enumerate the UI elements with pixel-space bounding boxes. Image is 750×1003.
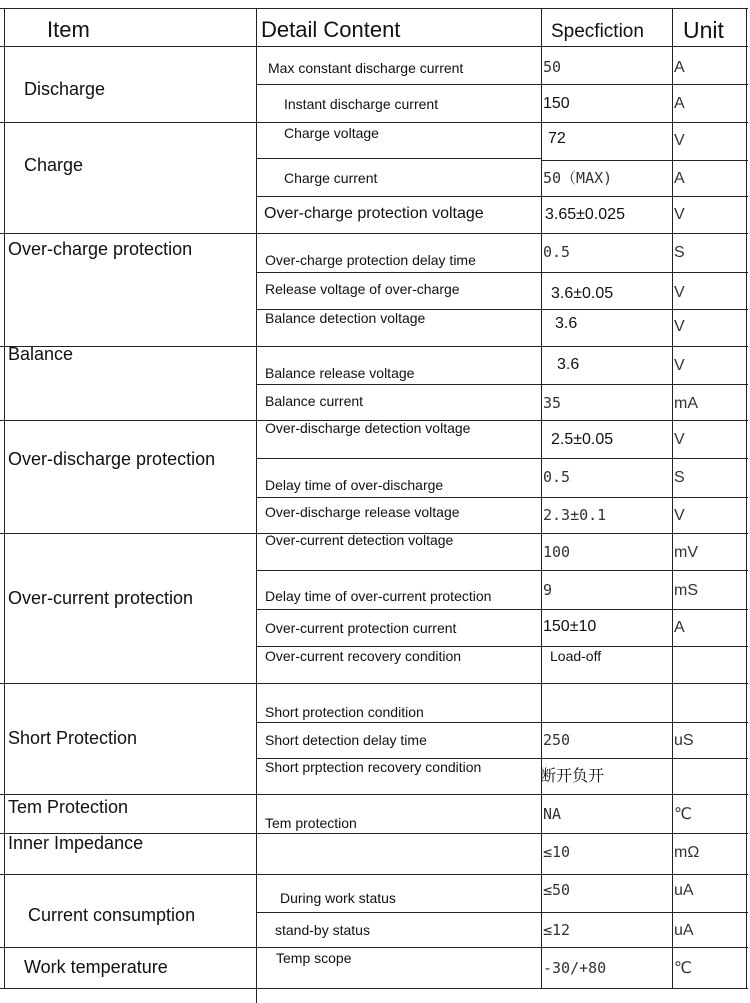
spec-cell: 35 xyxy=(543,394,562,412)
unit-cell: uA xyxy=(674,882,694,899)
spec-cell: 3.6±0.05 xyxy=(551,285,614,302)
category-work-temp: Work temperature xyxy=(24,957,168,977)
unit-cell: V xyxy=(674,132,685,149)
detail-cell: Over-charge protection delay time xyxy=(265,252,476,268)
spec-cell: 9 xyxy=(543,581,553,599)
row-separator xyxy=(256,570,748,571)
spec-cell: 100 xyxy=(543,543,571,561)
unit-cell: V xyxy=(674,206,685,223)
category-over-current: Over-current protection xyxy=(8,588,194,608)
category-short: Short Protection xyxy=(8,728,138,748)
detail-cell: Over-discharge detection voltage xyxy=(265,420,471,436)
unit-cell: A xyxy=(674,619,685,636)
detail-cell: Instant discharge current xyxy=(284,96,439,112)
detail-cell: Charge current xyxy=(284,170,378,186)
detail-cell: Temp scope xyxy=(276,950,352,966)
category-separator xyxy=(0,233,748,234)
row-separator xyxy=(256,196,748,197)
unit-cell: mΩ xyxy=(674,844,700,861)
category-separator xyxy=(0,794,748,795)
spec-cell: 3.6 xyxy=(555,315,578,332)
header-unit: Unit xyxy=(683,17,724,43)
category-separator xyxy=(0,683,748,684)
detail-cell: Tem protection xyxy=(265,815,357,831)
detail-cell: Short detection delay time xyxy=(265,732,427,748)
row-separator xyxy=(256,458,748,459)
row-separator xyxy=(542,160,748,161)
unit-cell: mA xyxy=(674,395,698,412)
row-separator xyxy=(256,384,748,385)
table-border-bottom xyxy=(0,988,748,989)
spec-cell: 72 xyxy=(548,130,566,147)
detail-cell: Over-charge protection voltage xyxy=(264,205,484,222)
unit-cell: A xyxy=(674,59,685,76)
unit-cell: ℃ xyxy=(674,960,692,977)
detail-cell: Balance release voltage xyxy=(265,365,415,381)
detail-cell: Release voltage of over-charge xyxy=(265,281,460,297)
detail-cell: Short prptection recovery condition xyxy=(265,759,482,775)
row-separator xyxy=(256,646,748,647)
spec-cell: ≤10 xyxy=(543,843,571,861)
spec-cell: 3.65±0.025 xyxy=(545,206,625,223)
column-divider-unit xyxy=(672,8,673,988)
table-border-right xyxy=(746,8,747,988)
category-consumption: Current consumption xyxy=(28,905,196,925)
unit-cell: mS xyxy=(674,582,698,599)
category-over-charge: Over-charge protection xyxy=(8,239,193,259)
category-separator xyxy=(0,122,748,123)
spec-cell: 2.5±0.05 xyxy=(551,431,614,448)
spec-cell: NA xyxy=(543,805,562,823)
detail-cell: Delay time of over-discharge xyxy=(265,477,444,493)
spec-cell: ≤50 xyxy=(543,881,571,899)
category-separator xyxy=(0,874,748,875)
detail-cell: Over-current detection voltage xyxy=(265,532,454,548)
unit-cell: V xyxy=(674,507,685,524)
category-impedance: Inner Impedance xyxy=(8,833,144,853)
unit-cell: mV xyxy=(674,544,698,561)
spec-cell: 50（MAX) xyxy=(543,169,613,187)
spec-cell: 150±10 xyxy=(543,618,597,635)
row-separator xyxy=(256,912,748,913)
table-border-top xyxy=(0,8,748,9)
header-separator xyxy=(0,46,748,47)
row-separator xyxy=(256,497,748,498)
detail-cell: Short protection condition xyxy=(265,704,424,720)
detail-cell: During work status xyxy=(280,890,396,906)
unit-cell: uA xyxy=(674,922,694,939)
detail-cell: Balance detection voltage xyxy=(265,310,426,326)
spec-cell: 250 xyxy=(543,731,571,749)
spec-cell: 2.3±0.1 xyxy=(543,506,607,524)
unit-cell: V xyxy=(674,284,685,301)
unit-cell: A xyxy=(674,170,685,187)
unit-cell: ℃ xyxy=(674,806,692,823)
category-tem: Tem Protection xyxy=(8,797,129,817)
unit-cell: V xyxy=(674,318,685,335)
row-separator xyxy=(256,84,748,85)
spec-cell: 断开负开 xyxy=(540,768,605,785)
spec-cell: 0.5 xyxy=(543,468,571,486)
unit-cell: S xyxy=(674,469,685,486)
unit-cell: V xyxy=(674,357,685,374)
header-spec: Specfiction xyxy=(551,21,644,42)
spec-cell: 3.6 xyxy=(557,356,580,373)
table-border-left xyxy=(4,8,5,988)
column-divider-spec xyxy=(541,8,542,988)
category-separator xyxy=(0,947,748,948)
unit-cell: S xyxy=(674,244,685,261)
unit-cell: uS xyxy=(674,732,694,749)
unit-cell: V xyxy=(674,431,685,448)
detail-cell: Max constant discharge current xyxy=(268,60,464,76)
row-separator xyxy=(256,722,748,723)
spec-cell: Load-off xyxy=(550,648,602,664)
category-over-discharge: Over-discharge protection xyxy=(8,449,216,469)
detail-cell: Over-current protection current xyxy=(265,620,457,636)
category-separator xyxy=(0,346,748,347)
header-detail: Detail Content xyxy=(261,17,401,42)
spec-cell: 50 xyxy=(543,58,562,76)
detail-cell: Delay time of over-current protection xyxy=(265,588,492,604)
detail-cell: Balance current xyxy=(265,393,364,409)
detail-cell: Over-current recovery condition xyxy=(265,648,462,664)
detail-cell: Over-discharge release voltage xyxy=(265,504,460,520)
category-charge: Charge xyxy=(24,155,84,175)
spec-cell: 150 xyxy=(543,95,570,112)
category-discharge: Discharge xyxy=(24,79,106,99)
unit-cell: A xyxy=(674,95,685,112)
category-balance: Balance xyxy=(8,344,74,364)
detail-cell: Charge voltage xyxy=(284,125,379,141)
row-separator xyxy=(256,609,748,610)
spec-cell: ≤12 xyxy=(543,921,571,939)
row-separator xyxy=(256,272,748,273)
detail-cell: stand-by status xyxy=(275,922,370,938)
header-item: Item xyxy=(47,17,90,42)
row-separator xyxy=(256,158,542,159)
spec-cell: 0.5 xyxy=(543,243,571,261)
spec-cell: -30/+80 xyxy=(543,959,607,977)
